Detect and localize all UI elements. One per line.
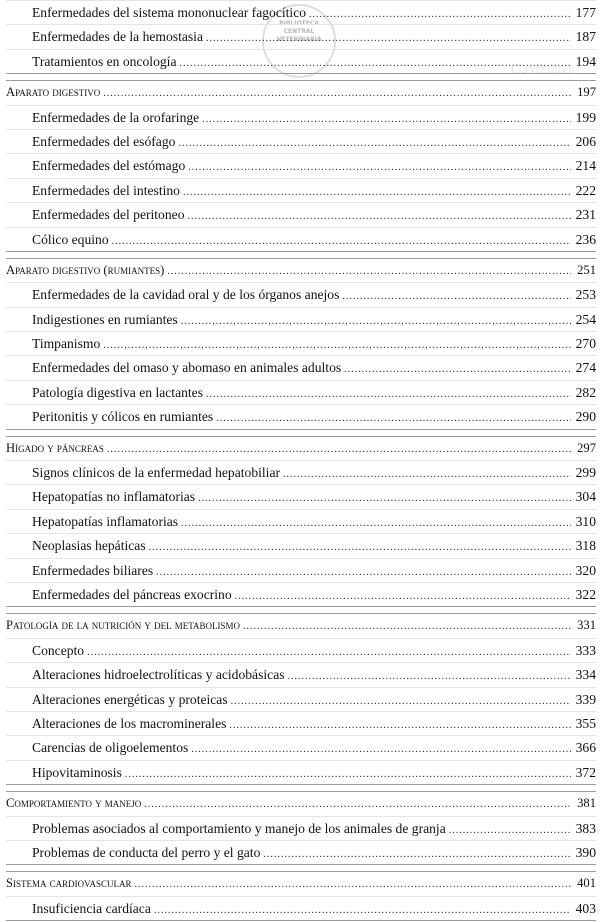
entry-title: Problemas asociados al comportamiento y manejo de los animales de granja	[32, 820, 446, 836]
page-number: 372	[575, 764, 596, 780]
page-number: 206	[575, 133, 596, 149]
toc-entry-row[interactable]	[6, 558, 596, 582]
toc-entry-row[interactable]	[6, 282, 596, 306]
toc-entry-list	[6, 460, 596, 607]
entry-title: Concepto	[32, 642, 85, 658]
toc-entry-row[interactable]	[6, 307, 596, 331]
toc-entry-row[interactable]	[6, 896, 596, 920]
dot-leader	[342, 285, 571, 308]
entry-title: Alteraciones hidroelectrolíticas y acidobásicas	[32, 667, 285, 683]
toc-entry-row[interactable]	[6, 331, 596, 355]
section-title: Patología de la nutrición y del metabolismo	[6, 618, 240, 633]
page-number: 339	[575, 691, 596, 707]
toc-entry-row[interactable]	[6, 404, 596, 428]
entry-title: Indigestiones en rumiantes	[32, 311, 178, 327]
entry-title: Enfermedades de la orofaringe	[32, 109, 200, 125]
stamp-line-2: CENTRAL	[283, 28, 315, 35]
toc-entry-row[interactable]	[6, 0, 596, 24]
dot-leader	[144, 793, 571, 816]
dot-leader	[135, 873, 571, 896]
entry-title: Enfermedades del intestino	[32, 182, 180, 198]
section-title: Aparato digestivo	[6, 85, 101, 100]
dot-leader	[344, 358, 571, 381]
page-number: 333	[575, 642, 596, 658]
page-number: 290	[575, 409, 596, 425]
page-number: 318	[575, 538, 596, 554]
dot-leader	[178, 132, 571, 155]
dot-leader	[243, 615, 571, 638]
toc-group	[6, 436, 596, 608]
dot-leader	[188, 205, 572, 228]
entry-title: Enfermedades biliares	[32, 562, 154, 578]
dot-leader	[191, 738, 571, 761]
page-number: 355	[575, 715, 596, 731]
page-number: 214	[575, 158, 596, 174]
entry-title: Peritonitis y cólicos en rumiantes	[32, 409, 214, 425]
entry-title: Enfermedades de la hemostasia	[32, 29, 203, 45]
toc-section-row[interactable]	[6, 80, 596, 104]
dot-leader	[103, 82, 571, 105]
dot-leader	[202, 108, 571, 131]
page-number: 274	[575, 360, 596, 376]
toc-entry-list	[6, 105, 596, 252]
page-number: 297	[577, 440, 596, 455]
toc-section-row[interactable]	[6, 613, 596, 637]
toc-entry-row[interactable]	[6, 355, 596, 379]
section-title: Aparato digestivo (rumiantes)	[6, 262, 165, 277]
dot-leader	[288, 665, 571, 688]
toc-entry-row[interactable]	[6, 638, 596, 662]
page-number: 197	[577, 85, 596, 100]
dot-leader	[154, 899, 571, 922]
page-number: 254	[575, 311, 596, 327]
page-number: 253	[575, 287, 596, 303]
toc-entry-row[interactable]	[6, 227, 596, 251]
toc-entry-list	[6, 638, 596, 785]
table-of-contents	[6, 0, 596, 921]
dot-leader	[156, 561, 571, 584]
page-number: 187	[575, 29, 596, 45]
toc-entry-row[interactable]	[6, 153, 596, 177]
toc-entry-row[interactable]	[6, 129, 596, 153]
toc-entry-row[interactable]	[6, 202, 596, 226]
page-number: 299	[575, 465, 596, 481]
toc-group	[6, 258, 596, 430]
entry-title: Insuficiencia cardíaca	[32, 900, 151, 916]
page-number: 231	[575, 207, 596, 223]
page-number: 199	[575, 109, 596, 125]
page-number: 222	[575, 182, 596, 198]
page-number: 383	[575, 820, 596, 836]
dot-leader	[181, 310, 571, 333]
page-number: 390	[575, 844, 596, 860]
page-number: 194	[575, 53, 596, 69]
toc-section-row[interactable]	[6, 436, 596, 460]
section-title: Sistema cardiovascular	[6, 876, 132, 891]
stamp-line-1: BIBLIOTECA	[279, 20, 319, 27]
toc-section-row[interactable]	[6, 258, 596, 282]
dot-leader	[188, 156, 571, 179]
toc-entry-row[interactable]	[6, 711, 596, 735]
dot-leader	[107, 438, 571, 461]
dot-leader	[181, 512, 571, 535]
toc-entry-row[interactable]	[6, 582, 596, 606]
page-number: 403	[575, 900, 596, 916]
dot-leader	[183, 181, 571, 204]
toc-group	[6, 871, 596, 921]
dot-leader	[229, 714, 571, 737]
toc-entry-list	[6, 896, 596, 921]
section-title: Comportamiento y manejo	[6, 796, 142, 811]
dot-leader	[125, 763, 571, 786]
page-number: 401	[577, 876, 596, 891]
dot-leader	[216, 407, 571, 430]
entry-title: Hepatopatías no inflamatorias	[32, 489, 196, 505]
page-number: 304	[575, 489, 596, 505]
page-number: 320	[575, 562, 596, 578]
dot-leader	[149, 536, 571, 559]
page-number: 310	[575, 513, 596, 529]
dot-leader	[309, 3, 571, 26]
entry-title: Timpanismo	[32, 336, 101, 352]
page-number: 322	[575, 586, 596, 602]
toc-entry-list	[6, 816, 596, 866]
toc-entry-row[interactable]	[6, 484, 596, 508]
toc-group	[6, 791, 596, 865]
section-title: Hígado y páncreas	[6, 440, 104, 455]
page-number: 282	[575, 384, 596, 400]
toc-entry-row[interactable]	[6, 380, 596, 404]
toc-entry-row[interactable]	[6, 49, 596, 73]
page-number: 270	[575, 336, 596, 352]
page-number: 331	[577, 618, 596, 633]
toc-group	[6, 613, 596, 785]
entry-title: Enfermedades del páncreas exocrino	[32, 586, 232, 602]
stamp-line-3: VETERINARIA	[276, 36, 322, 43]
toc-entry-row[interactable]	[6, 460, 596, 484]
toc-entry-list	[6, 282, 596, 429]
toc-section-row[interactable]	[6, 871, 596, 895]
dot-leader	[179, 52, 571, 75]
dot-leader	[206, 383, 571, 406]
toc-entry-row[interactable]	[6, 687, 596, 711]
toc-entry-row[interactable]	[6, 735, 596, 759]
page-number: 334	[575, 667, 596, 683]
toc-group	[6, 0, 596, 74]
entry-title: Cólico equino	[32, 231, 109, 247]
entry-title: Hepatopatías inflamatorias	[32, 513, 179, 529]
entry-title: Enfermedades de la cavidad oral y de los órganos anejos	[32, 287, 340, 303]
entry-title: Alteraciones de los macrominerales	[32, 715, 227, 731]
toc-entry-row[interactable]	[6, 533, 596, 557]
page-number: 366	[575, 740, 596, 756]
entry-title: Neoplasias hepáticas	[32, 538, 146, 554]
toc-entry-row[interactable]	[6, 816, 596, 840]
entry-title: Enfermedades del peritoneo	[32, 207, 185, 223]
entry-title: Patología digestiva en lactantes	[32, 384, 204, 400]
dot-leader	[263, 843, 571, 866]
toc-entry-row[interactable]	[6, 840, 596, 864]
page-number: 381	[577, 796, 596, 811]
toc-group	[6, 80, 596, 252]
page-number: 251	[577, 262, 596, 277]
entry-title: Signos clínicos de la enfermedad hepatobiliar	[32, 465, 281, 481]
entry-title: Tratamientos en oncología	[32, 53, 177, 69]
toc-entry-list	[6, 0, 596, 74]
entry-title: Enfermedades del esófago	[32, 133, 176, 149]
toc-entry-row[interactable]	[6, 760, 596, 784]
dot-leader	[112, 230, 571, 253]
page-number: 177	[575, 5, 596, 20]
dot-leader	[231, 690, 571, 713]
dot-leader	[103, 334, 571, 357]
dot-leader	[283, 463, 571, 486]
toc-entry-row[interactable]	[6, 178, 596, 202]
toc-entry-row[interactable]	[6, 509, 596, 533]
page-number: 236	[575, 231, 596, 247]
entry-title: Enfermedades del omaso y abomaso en animales adultos	[32, 360, 342, 376]
entry-title: Enfermedades del sistema mononuclear fagocítico	[32, 5, 307, 20]
entry-title: Hipovitaminosis	[32, 764, 122, 780]
toc-entry-row[interactable]	[6, 105, 596, 129]
entry-title: Carencias de oligoelementos	[32, 740, 189, 756]
show-through-heading: Contenido	[511, 62, 572, 77]
dot-leader	[87, 641, 571, 664]
toc-section-row[interactable]	[6, 791, 596, 815]
toc-entry-row[interactable]	[6, 24, 596, 48]
dot-leader	[198, 487, 571, 510]
dot-leader	[167, 260, 571, 283]
dot-leader	[449, 819, 571, 842]
entry-title: Problemas de conducta del perro y el gato	[32, 844, 261, 860]
dot-leader	[206, 27, 571, 50]
dot-leader	[235, 585, 571, 608]
entry-title: Alteraciones energéticas y proteicas	[32, 691, 228, 707]
toc-entry-row[interactable]	[6, 662, 596, 686]
entry-title: Enfermedades del estómago	[32, 158, 186, 174]
